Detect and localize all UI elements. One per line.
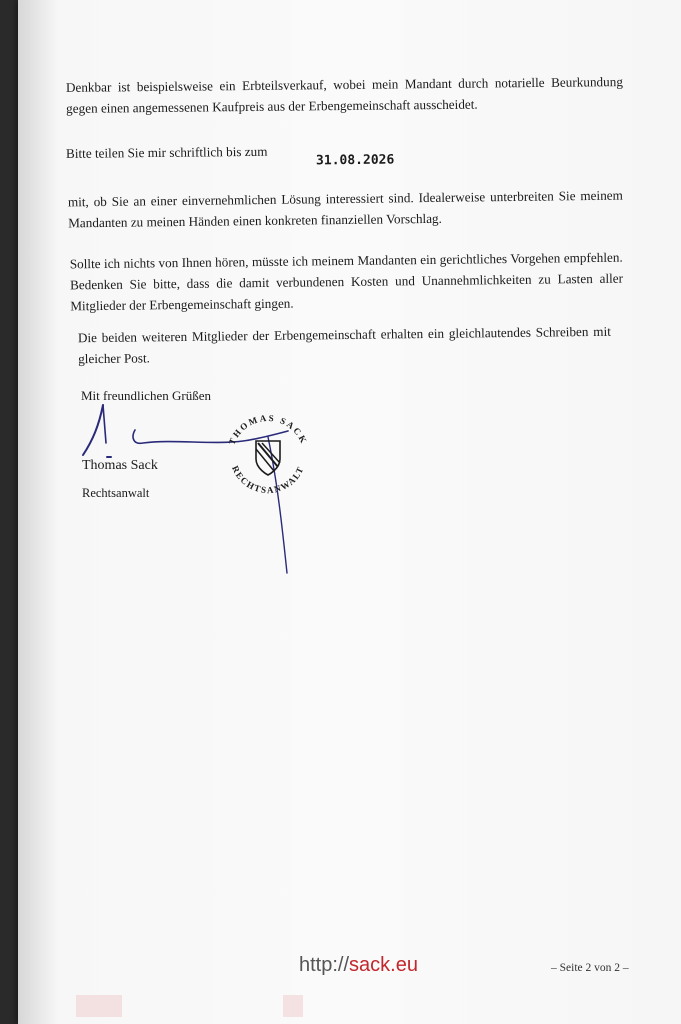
page-number: – Seite 2 von 2 – xyxy=(551,962,629,974)
paragraph-settlement-option: Denkbar ist beispielsweise ein Erbteilsverkauf, wobei mein Mandant durch notarielle Beurkundung gegen einen angemessenen Kaufpreis aus der Erbengemeinschaft ausscheidet. xyxy=(65,74,623,116)
closing-salutation: Mit freundlichen Grüßen xyxy=(81,388,211,403)
bleed-through-mark xyxy=(283,995,303,1017)
svg-text:RECHTSANWALT: RECHTSANWALT xyxy=(230,464,306,496)
signer-name: Thomas Sack xyxy=(82,458,158,473)
signer-title: Rechtsanwalt xyxy=(82,486,150,500)
paragraph-request-proposal: mit, ob Sie an einer einvernehmlichen Lösung interessiert sind. Idealerweise unterbreiten Sie meinem Mandanten zu meinen Händen einen konkreten finanziellen Vorschlag. xyxy=(67,187,623,231)
svg-text:THOMAS SACK: THOMAS SACK xyxy=(226,412,310,447)
lawyer-seal xyxy=(218,405,318,505)
deadline-date: 31.08.2026 xyxy=(315,152,395,169)
bleed-through-mark xyxy=(76,995,122,1017)
deadline-intro: Bitte teilen Sie mir schriftlich bis zum xyxy=(65,143,268,161)
paragraph-other-members-notice: Die beiden weiteren Mitglieder der Erbengemeinschaft erhalten ein gleichlautendes Schreiben mit gleicher Post. xyxy=(77,323,611,367)
letter-page xyxy=(18,0,681,1024)
url-prefix: http:// xyxy=(299,954,350,976)
footer-website-link[interactable] xyxy=(299,954,418,977)
paragraph-legal-action-warning: Sollte ich nichts von Ihnen hören, müsste ich meinem Mandanten ein gerichtliches Vorgehen empfehlen. Bedenken Sie bitte, dass die damit verbundenen Kosten und Unannehmlichkeiten zu Lasten aller Mitglieder der Erbengemeinschaft gingen. xyxy=(69,249,624,314)
url-domain: sack.eu xyxy=(349,954,418,976)
